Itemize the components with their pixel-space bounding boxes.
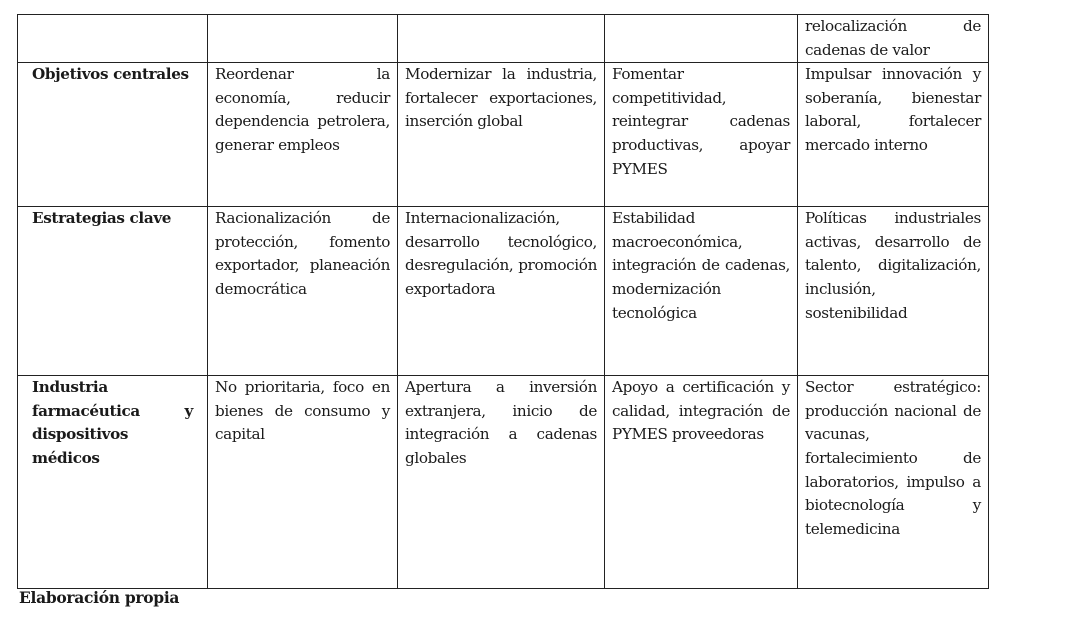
table-cell	[398, 15, 605, 63]
table-row-continuation	[18, 15, 989, 63]
table-cell: Sector estratégico: producción nacional de vacunas, fortalecimiento de laboratorios, impulso a biotecnología y telemedicina	[798, 376, 989, 589]
table-caption: Elaboración propia	[19, 588, 180, 607]
table-row-estrategias	[18, 207, 989, 376]
table-cell: Fomentar competitividad, reintegrar cadenas productivas, apoyar PYMES	[605, 63, 798, 207]
row-label: Industria farmacéutica y dispositivos médicos	[18, 376, 208, 589]
table-cell: Apertura a inversión extranjera, inicio de integración a cadenas globales	[398, 376, 605, 589]
policy-comparison-table	[17, 14, 989, 589]
table-row-objetivos	[18, 63, 989, 207]
table-cell	[208, 15, 398, 63]
table-cell: Racionalización de protección, fomento exportador, planeación democrática	[208, 207, 398, 376]
row-label: Estrategias clave	[18, 207, 208, 376]
table-row-industria	[18, 376, 989, 589]
table-cell: Estabilidad macroeconómica, integración de cadenas, modernización tecnológica	[605, 207, 798, 376]
table-cell	[605, 15, 798, 63]
row-label	[18, 15, 208, 63]
table-cell: Modernizar la industria, fortalecer exportaciones, inserción global	[398, 63, 605, 207]
table-cell: Políticas industriales activas, desarrollo de talento, digitalización, inclusión, sostenibilidad	[798, 207, 989, 376]
table-cell: Reordenar la economía, reducir dependencia petrolera, generar empleos	[208, 63, 398, 207]
table-cell: No prioritaria, foco en bienes de consumo y capital	[208, 376, 398, 589]
table-cell: Internacionalización, desarrollo tecnológico, desregulación, promoción exportadora	[398, 207, 605, 376]
table-cell: Impulsar innovación y soberanía, bienestar laboral, fortalecer mercado interno	[798, 63, 989, 207]
row-label: Objetivos centrales	[18, 63, 208, 207]
table-cell: relocalización de cadenas de valor	[798, 15, 989, 63]
table-cell: Apoyo a certificación y calidad, integración de PYMES proveedoras	[605, 376, 798, 589]
